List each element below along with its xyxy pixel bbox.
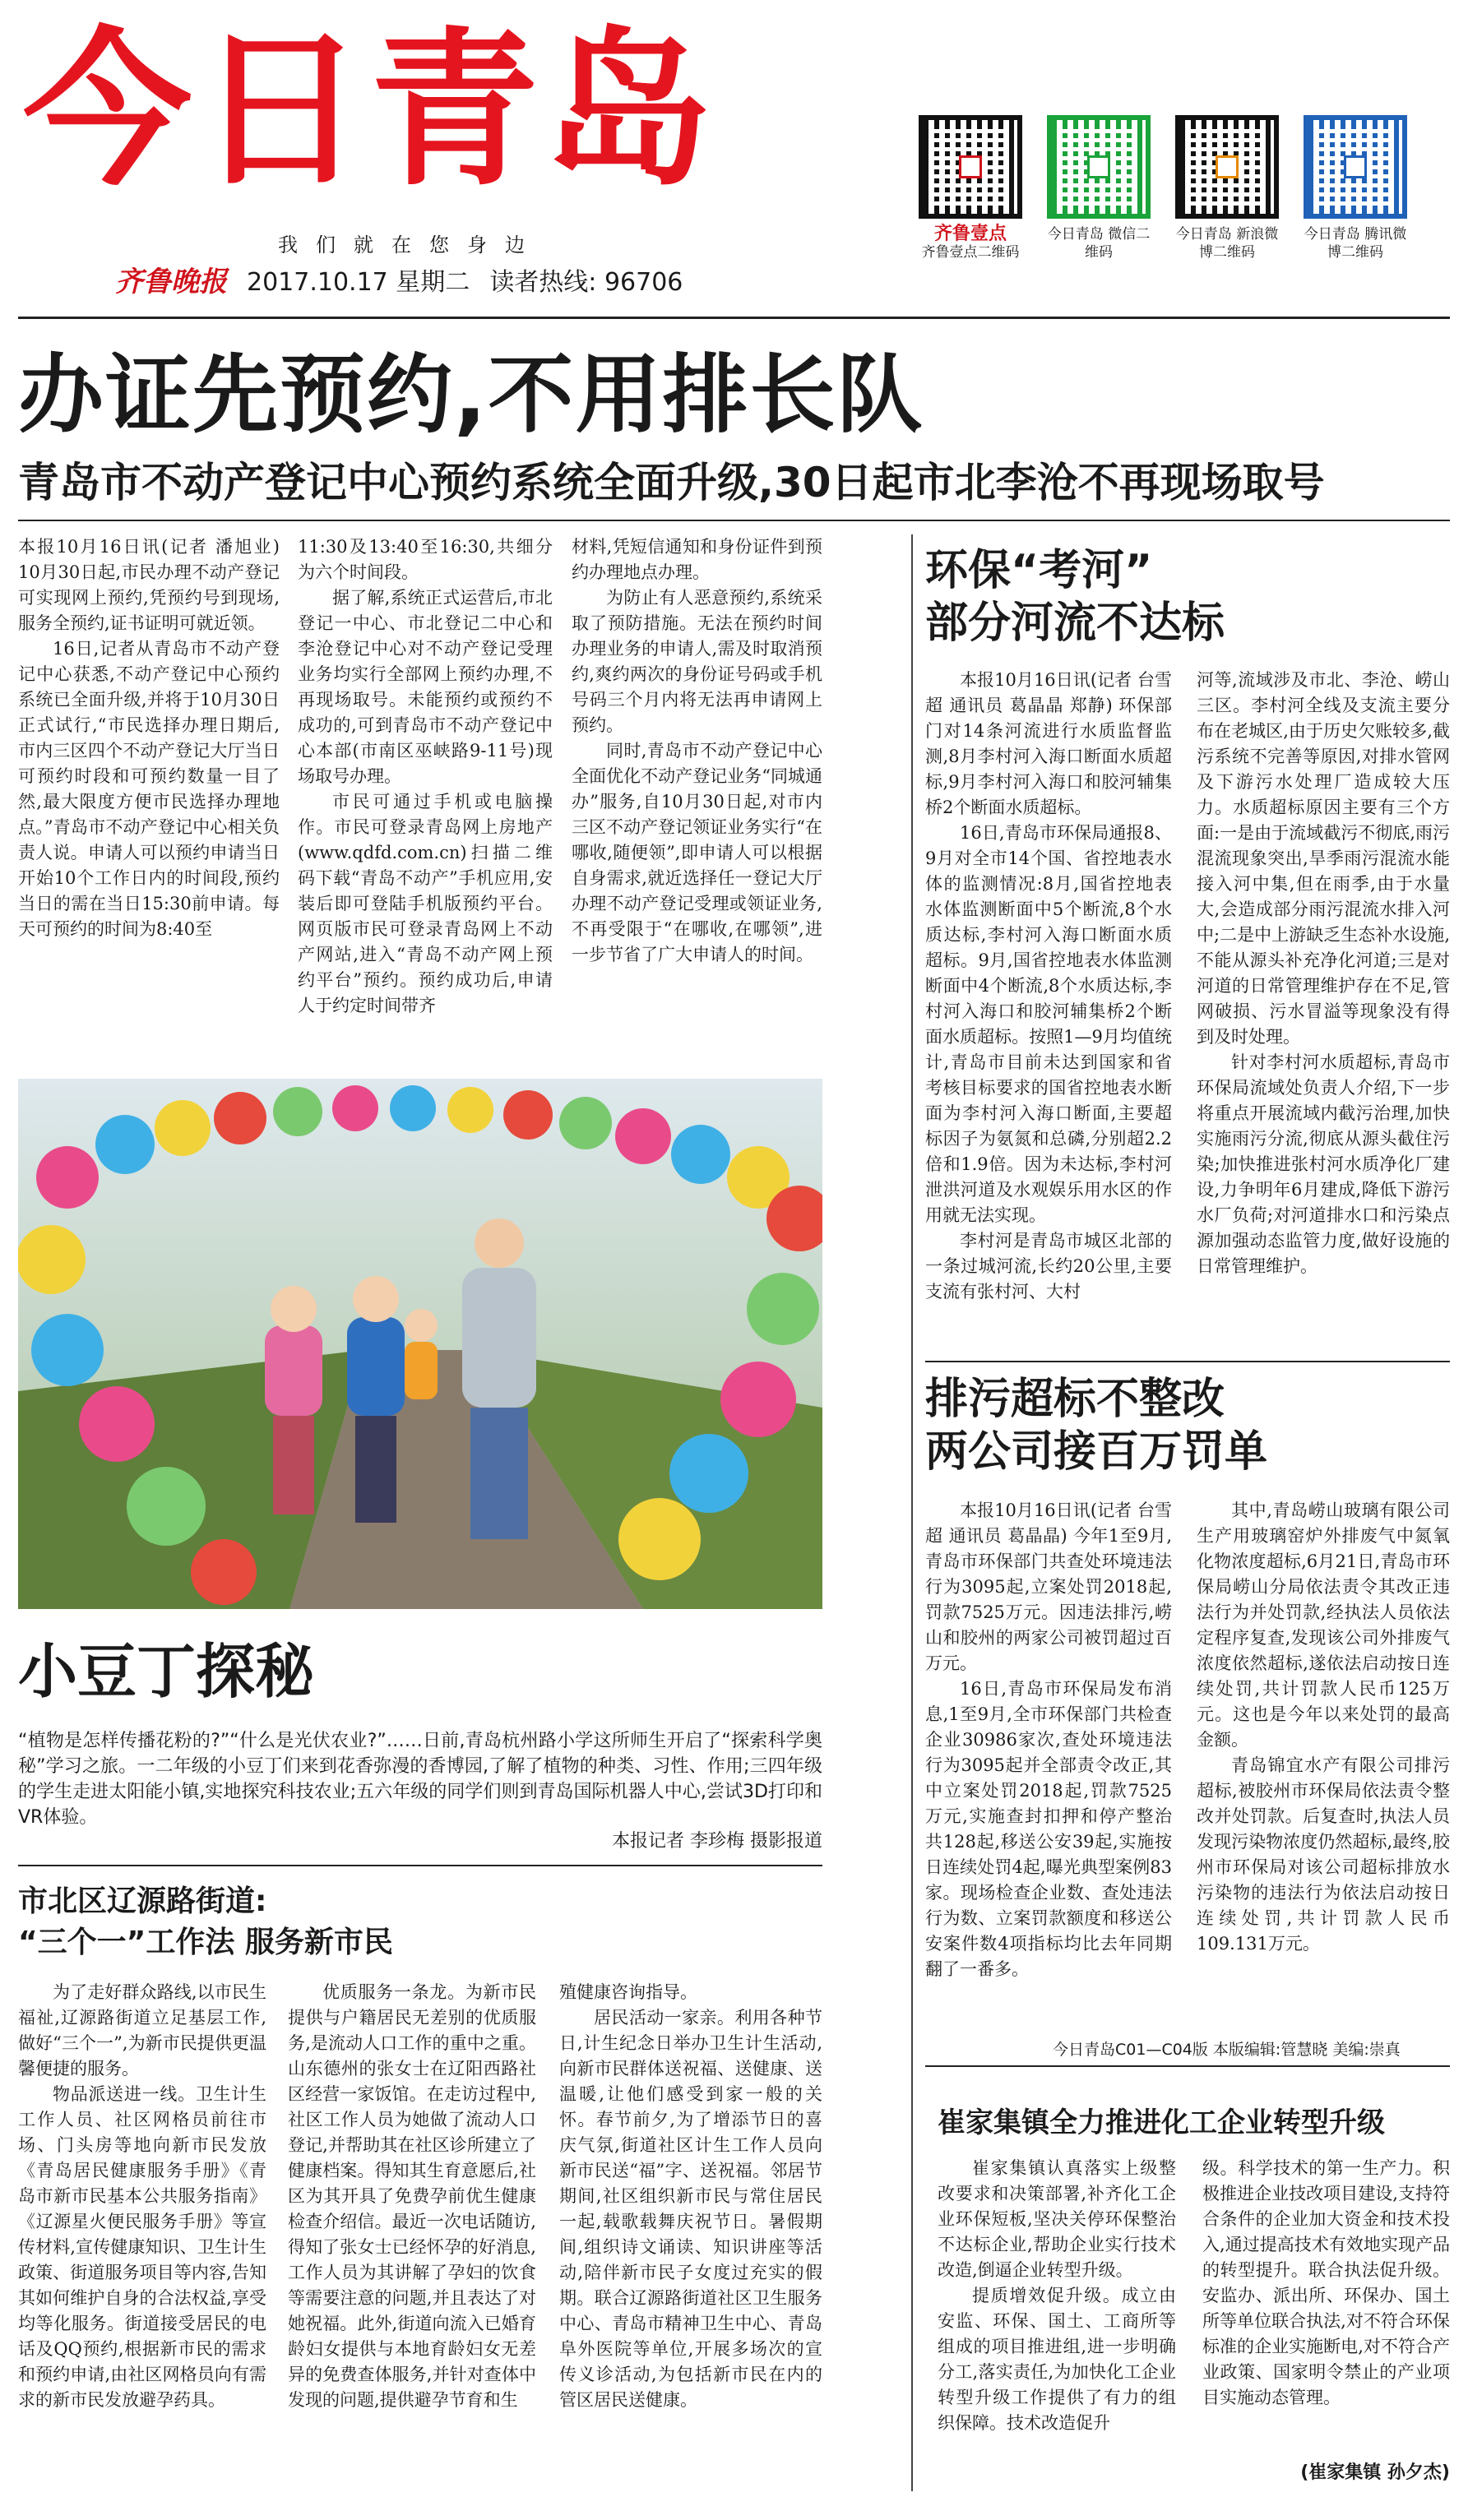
lead-column-2	[298, 534, 553, 1069]
qr-qluqingdao[interactable]	[917, 115, 1024, 261]
body-paragraph: 16日,青岛市环保局通报8、9月对全市14个国、省控地表水体的监测情况:8月,国省控地表水体监测断面中5个断流,8个水质达标,李村河入海口断面水质超标。9月,国省控地表水体监测断面中4个断流,8个水质达标,李村河入海口和胶河辅集桥2个断面水质超标。按照1—9月均值统计,青岛市目前未达到国家和省考核目标要求的国省控地表水断面为李村河入海口断面,主要超标因子为氨氮和总磷,分别超2.2倍和1.9倍。因为未达标,李村河泄洪河道及水观娱乐用水区的作用就无法实现。	[925, 823, 1172, 1225]
body-paragraph: 崔家集镇认真落实上级整改要求和决策部署,补齐化工企业环保短板,坚决关停环保整治不达标企业,帮助企业实行技术改造,倒逼企业转型升级。	[938, 2158, 1176, 2280]
qr-code-row	[917, 115, 1409, 261]
issue-date: 2017.10.17 星期二	[247, 267, 470, 297]
street-story-title-1: 市北区辽源路街道:	[18, 1884, 267, 1918]
body-paragraph: 本报10月16日讯(记者 台雪超 通讯员 葛晶晶) 今年1至9月,青岛市环保部门共查处环境违法行为3095起,立案处罚2018起,罚款7525万元。因违法排污,崂山和胶州的两家公司被罚超过百万元。	[925, 1500, 1172, 1673]
editor-credits: 今日青岛C01—C04版 本版编辑:管慧晓 美编:崇真	[1053, 2041, 1401, 2059]
lead-subhead: 青岛市不动产登记中心预约系统全面升级,30日起市北李沧不再现场取号	[18, 459, 1325, 506]
brand-name: 齐鲁晚报	[115, 266, 227, 298]
rivers-column-2	[1197, 668, 1450, 1383]
qr-brand: 齐鲁壹点	[933, 224, 1007, 244]
qr-wechat[interactable]	[1045, 115, 1152, 261]
reader-hotline: 读者热线: 96706	[489, 267, 683, 297]
lead-column-1	[18, 534, 280, 1069]
body-paragraph: 同时,青岛市不动产登记中心全面优化不动产登记业务“同城通办”服务,自10月30日起,对市内三区不动产登记领证业务实行“在哪收,随便领”,即申请人可以根据自身需求,就近选择任一登记大厅办理不动产登记受理或领证业务,不再受限于“在哪收,在哪领”,进一步节省了广大申请人的时间。	[572, 741, 822, 964]
issue-info-line	[115, 259, 683, 299]
body-paragraph: 本报10月16日讯(记者 台雪超 通讯员 葛晶晶 郑静) 环保部门对14条河流进行水质监督监测,8月李村河入海口断面水质超标,9月李村河入海口和胶河辅集桥2个断面水质超标。	[925, 670, 1172, 817]
rivers-title-1: 环保“考河”	[925, 546, 1153, 595]
body-paragraph: 优质服务一条龙。为新市民提供与户籍居民无差别的优质服务,是流动人口工作的重中之重。山东德州的张女士在辽阳西路社区经营一家饭馆。在走访过程中,社区工作人员为她做了流动人口登记,并帮助其在社区诊所建立了健康档案。得知其生育意愿后,社区为其开具了免费孕前优生健康检查介绍信。最近一次电话随访,得知了张女士已经怀孕的好消息,工作人员为其讲解了孕妇的饮食等需要注意的问题,并且表达了对她祝福。此外,街道向流入已婚育龄妇女提供与本地育龄妇女无差异的免费查体服务,并针对查体中发现的问题,提供避孕节育和生	[288, 1982, 536, 2410]
subhead-divider	[18, 520, 1450, 521]
town-story-title: 崔家集镇全力推进化工企业转型升级	[938, 2106, 1385, 2139]
photo-story-title: 小豆丁探秘	[18, 1637, 315, 1706]
body-paragraph: 为防止有人恶意预约,系统采取了预防措施。无法在预约时间办理业务的申请人,需及时取消预约,爽约两次的身份证号码或手机号码三个月内将无法再申请网上预约。	[572, 588, 822, 735]
rivers-column-1	[925, 668, 1172, 1383]
qluqingdao-qr-icon[interactable]	[919, 115, 1022, 219]
street-column-2	[288, 1980, 536, 2498]
qr-caption: 今日青岛 新浪微博二维码	[1175, 226, 1279, 261]
street-column-3	[559, 1980, 822, 2498]
section-divider	[925, 2065, 1450, 2067]
masthead-divider	[18, 317, 1450, 319]
column-separator	[911, 534, 913, 2491]
body-paragraph: 16日,青岛市环保局发布消息,1至9月,全市环保部门共检查企业30986家次,查处环境违法行为3095起并全部责令改正,其中立案处罚2018起,罚款7525万元,实施查封扣押和停产整治共128起,移送公安39起,实施按日连续处罚4起,曝光典型案例83家。现场检查企业数、查处违法行为数、立案罚款额度和移送公安案件数4项指标均比去年同期翻了一番多。	[925, 1679, 1172, 1979]
body-paragraph: 其中,青岛崂山玻璃有限公司生产用玻璃窑炉外排废气中氮氧化物浓度超标,6月21日,青岛市环保局崂山分局依法责令其改正违法行为并处罚款,经执法人员依法定程序复查,发现该公司外排废气浓度依然超标,遂依法启动按日连续处罚,共计罚款人民币125万元。这也是今年以来处罚的最高金额。	[1197, 1500, 1450, 1750]
body-paragraph: 16日,记者从青岛市不动产登记中心获悉,不动产登记中心预约系统已全面升级,并将于10月30日正式试行,“市民选择办理日期后,市内三区四个不动产登记大厅当日可预约时段和可预约数量一目了然,最大限度方便市民选择办理地点。”青岛市不动产登记中心相关负责人说。申请人可以预约申请当日开始10个工作日内的时间段,预约当日的需在当日15:30前申请。每天可预约的时间为8:40至	[18, 639, 280, 939]
news-photo-kids-pinwheels	[18, 1079, 822, 1609]
body-paragraph: 级。科学技术的第一生产力。积极推进企业技改项目建设,支持符合条件的企业加大资金和技术投入,通过提高技术有效地实现产品的转型提升。联合执法促升级。安监办、派出所、环保办、国土所等单位联合执法,对不符合环保标准的企业实施断电,对不符合产业政策、国家明令禁止的产业项目实施动态管理。	[1202, 2158, 1450, 2407]
newspaper-logo: 今日青岛	[23, 13, 717, 209]
body-paragraph: 居民活动一家亲。利用各种节日,计生纪念日举办卫生计生活动,向新市民群体送祝福、送健康、送温暖,让他们感受到家一般的关怀。春节前夕,为了增添节日的喜庆气氛,街道社区计生工作人员向新市民送“福”字、送祝福。邻居节期间,社区组织新市民与常住居民一起,载歌载舞庆祝节日。暑假期间,组织诗文诵读、知识讲座等活动,陪伴新市民子女度过充实的假期。联合辽源路街道社区卫生服务中心、青岛市精神卫生中心、青岛阜外医院等单位,开展多场次的宣传义诊活动,为包括新市民在内的管区居民送健康。	[559, 2008, 822, 2410]
lead-headline: 办证先预约,不用排长队	[18, 344, 924, 445]
body-paragraph: 殖健康咨询指导。	[559, 1982, 697, 2002]
slogan: 我们就在您身边	[278, 234, 543, 257]
qr-sina-weibo[interactable]	[1174, 115, 1280, 261]
qr-caption: 齐鲁壹点二维码	[921, 244, 1020, 261]
section-divider	[18, 1865, 822, 1866]
body-paragraph: 针对李村河水质超标,青岛市环保局流域处负责人介绍,下一步将重点开展流域内截污治理,加快实施雨污分流,彻底从源头截住污染;加快推进张村河水质净化厂建设,力争明年6月建成,降低下游污水厂负荷;对河道排水口和污染点源加强动态监管力度,做好设施的日常管理维护。	[1197, 1052, 1450, 1276]
photo-caption: “植物是怎样传播花粉的?”“什么是光伏农业?”……日前,青岛杭州路小学这所师生开启了“探索科学奥秘”学习之旅。一二年级的小豆丁们来到花香弥漫的香博园,了解了植物的种类、习性、作用;三四年级的学生走进太阳能小镇,实地探究科技农业;五六年级的同学们则到青岛国际机器人中心,尝试3D打印和VR体验。	[18, 1731, 822, 1828]
qr-tencent-weibo[interactable]	[1302, 115, 1409, 261]
qr-caption: 今日青岛 微信二维码	[1047, 226, 1151, 261]
street-column-1	[18, 1980, 266, 2498]
fines-column-1	[925, 1498, 1172, 2090]
street-story-title-2: “三个一”工作法 服务新市民	[18, 1926, 393, 1959]
tencent-weibo-qr-icon[interactable]	[1304, 115, 1407, 219]
body-paragraph: 为了走好群众路线,以市民生福祉,辽源路街道立足基层工作,做好“三个一”,为新市民提供更温馨便捷的服务。	[18, 1982, 266, 2078]
town-credit: (崔家集镇 孙夕杰)	[1300, 2462, 1450, 2483]
fines-column-2	[1197, 1498, 1450, 2090]
sina-weibo-qr-icon[interactable]	[1175, 115, 1279, 219]
town-column-1	[938, 2156, 1176, 2452]
body-paragraph: 提质增效促升级。成立由安监、环保、国土、工商所等组成的项目推进组,进一步明确分工,落实责任,为加快化工企业转型升级工作提供了有力的组织保障。技术改造促升	[938, 2286, 1176, 2433]
photo-credit: 本报记者 李珍梅 摄影报道	[612, 1831, 822, 1852]
body-paragraph: 市民可通过手机或电脑操作。市民可登录青岛网上房地产(www.qdfd.com.cn)扫描二维码下载“青岛不动产”手机应用,安装后即可登陆手机版预约平台。网页版市民可登录青岛网上不动产网站,进入“青岛不动产网上预约平台”预约。预约成功后,申请人于约定时间带齐	[298, 792, 553, 1015]
qr-caption: 今日青岛 腾讯微博二维码	[1304, 226, 1407, 261]
rivers-title-2: 部分河流不达标	[925, 599, 1225, 648]
body-paragraph: 11:30及13:40至16:30,共细分为六个时间段。	[298, 537, 553, 582]
pinwheel-garden-illustration	[18, 1079, 822, 1609]
body-paragraph: 据了解,系统正式运营后,市北登记一中心、市北登记二中心和李沧登记中心对不动产登记受理业务均实行全部网上预约办理,不再现场取号。未能预约或预约不成功的,可到青岛市不动产登记中心本部(市南区巫峡路9-11号)现场取号办理。	[298, 588, 553, 786]
section-divider	[925, 1361, 1450, 1362]
body-paragraph: 青岛锦宜水产有限公司排污超标,被胶州市环保局依法责令整改并处罚款。后复查时,执法人员发现污染物浓度仍然超标,最终,胶州市环保局对该公司超标排放水污染物的违法行为依法启动按日连续处罚,共计罚款人民币109.131万元。	[1197, 1755, 1450, 1954]
body-paragraph: 河等,流域涉及市北、李沧、崂山三区。李村河全线及支流主要分布在老城区,由于历史欠账较多,截污系统不完善等原因,对排水管网及下游污水处理厂造成较大压力。水质超标原因主要有三个方面:一是由于流域截污不彻底,雨污混流现象突出,旱季雨污混流水能接入河中集,但在雨季,由于水量大,会造成部分雨污混流水排入河中;二是中上游缺乏生态补水设施,不能从源头补充净化河道;三是对河道的日常管理维护存在不足,管网破损、污水冒溢等现象没有得到及时处理。	[1197, 670, 1450, 1047]
town-column-2	[1202, 2156, 1450, 2452]
fines-title-2: 两公司接百万罚单	[925, 1427, 1268, 1477]
body-paragraph: 李村河是青岛市城区北部的一条过城河流,长约20公里,主要支流有张村河、大村	[925, 1231, 1172, 1302]
fines-title-1: 排污超标不整改	[925, 1375, 1225, 1424]
body-paragraph: 材料,凭短信通知和身份证件到预约办理地点办理。	[572, 537, 822, 582]
lead-column-3	[572, 534, 822, 1069]
wechat-qr-icon[interactable]	[1047, 115, 1151, 219]
lead-paragraph: 本报10月16日讯(记者 潘旭业) 10月30日起,市民办理不动产登记可实现网上预约,凭预约号到现场,服务全预约,证书证明可就近领。	[18, 537, 280, 633]
masthead	[23, 13, 928, 257]
body-paragraph: 物品派送进一线。卫生计生工作人员、社区网格员前往市场、门头房等地向新市民发放《青岛居民健康服务手册》《青岛市新市民基本公共服务指南》《辽源星火便民服务手册》等宣传材料,宣传健康知识、卫生计生政策、街道服务项目等内容,告知其如何维护自身的合法权益,享受均等化服务。街道接受居民的电话及QQ预约,根据新市民的需求和预约申请,由社区网格员向有需求的新市民发放避孕药具。	[18, 2084, 266, 2410]
